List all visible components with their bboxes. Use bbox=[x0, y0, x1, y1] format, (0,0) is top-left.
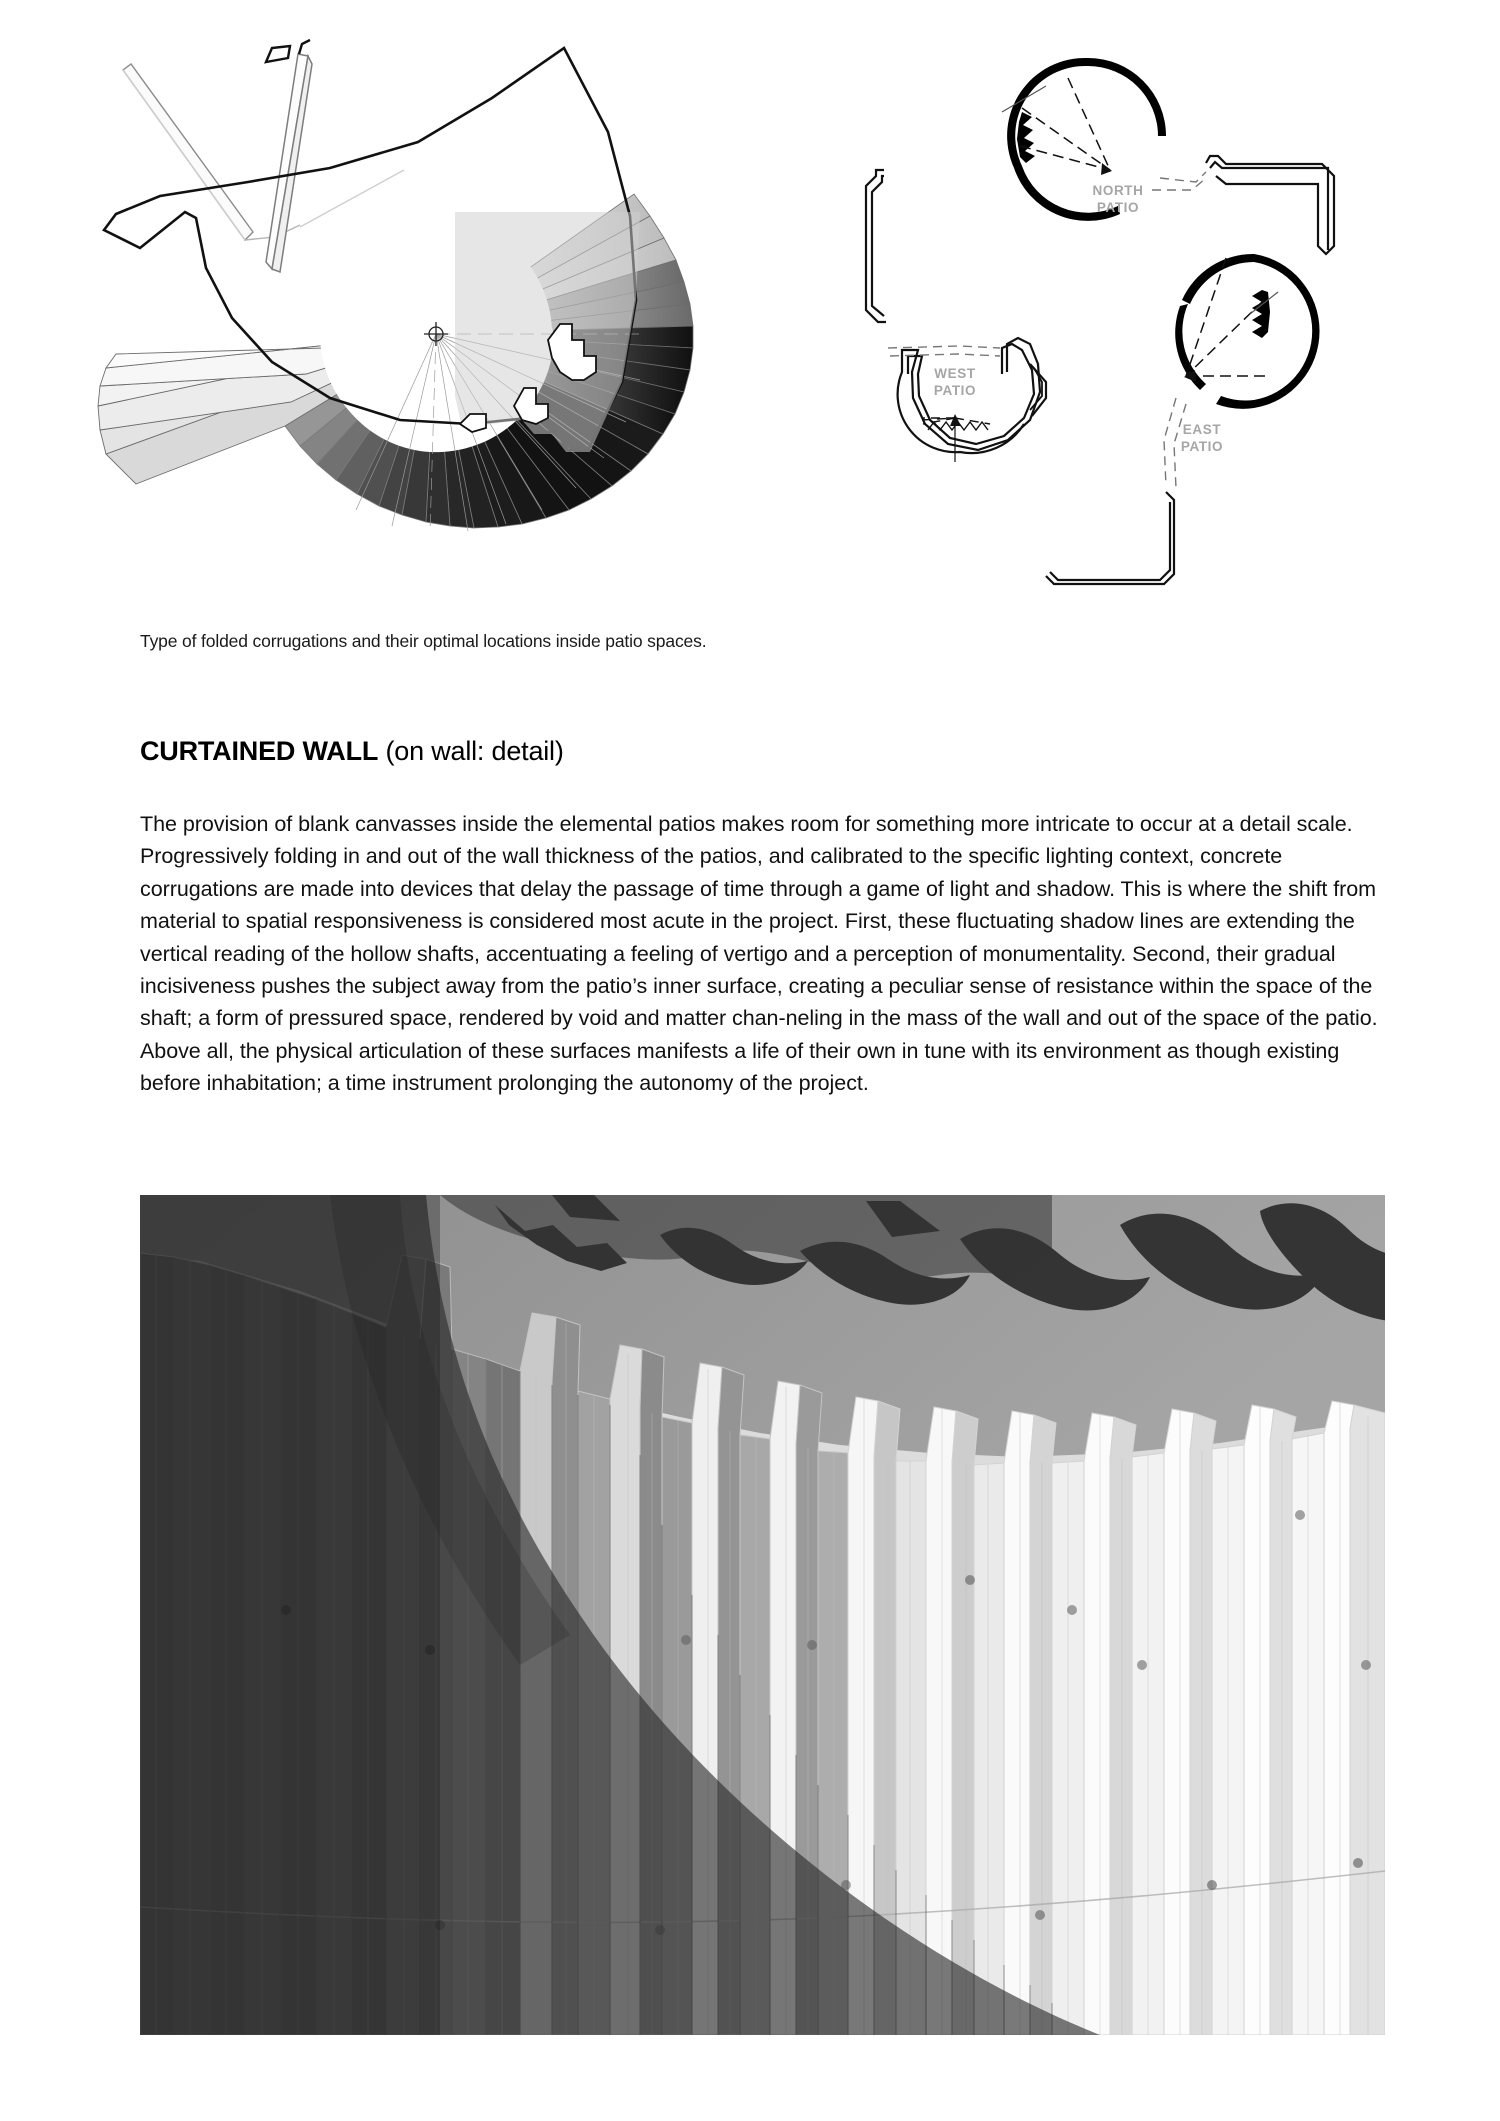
detached-corrugation-strips bbox=[123, 64, 404, 241]
section-heading-rest: (on wall: detail) bbox=[378, 736, 564, 766]
plan-west-patio bbox=[888, 338, 1046, 462]
figure-corrugation-diagram bbox=[0, 0, 1500, 620]
corrugation-fan-drawing bbox=[98, 40, 693, 532]
svg-text:PATIO: PATIO bbox=[1180, 439, 1224, 454]
north-patio-wall bbox=[1088, 58, 1166, 136]
plan-label-west: WEST bbox=[934, 366, 976, 381]
svg-text:PATIO: PATIO bbox=[933, 383, 977, 398]
folded-strip-upper bbox=[266, 40, 312, 272]
section-heading bbox=[140, 735, 1360, 769]
body-paragraph: The provision of blank canvasses inside the elemental patios makes room for something more intricate to occur at a detail scale. Progressively folding in and out of the wall thickness of the patios, and calibrated to the specific lighting context, concrete corrugations are made into devices that delay the passage of time through a game of light and shadow. This is where the shift from material to spatial responsiveness is considered most acute in the project. First, these fluctuating shadow lines are extending the vertical reading of the hollow shafts, accentuating a feeling of vertigo and a perception of monumentality. Second, their gradual incisiveness pushes the subject away from the patio’s inner surface, creating a peculiar sense of resistance within the space of the shaft; a form of pressured space, rendered by void and matter chan-neling in the mass of the wall and out of the space of the patio. Above all, the physical articulation of these surfaces manifests a life of their own in tune with its environment as though existing before inhabitation; a time instrument prolonging the autonomy of the project. bbox=[140, 812, 1378, 1096]
patio-plan-drawings bbox=[866, 58, 1334, 584]
svg-text:PATIO: PATIO bbox=[1096, 200, 1140, 215]
plan-label-east: EAST bbox=[1182, 422, 1222, 437]
section-heading-bold: CURTAINED WALL bbox=[140, 736, 379, 766]
plan-north-patio bbox=[1002, 58, 1206, 221]
figure-caption: Type of folded corrugations and their optimal locations inside patio spaces. bbox=[140, 631, 707, 651]
section-body bbox=[140, 808, 1383, 1100]
plan-label-north: NORTH bbox=[1092, 183, 1144, 198]
photograph-corrugated-wall bbox=[140, 1195, 1385, 2035]
plan-east-patio bbox=[1164, 254, 1320, 488]
